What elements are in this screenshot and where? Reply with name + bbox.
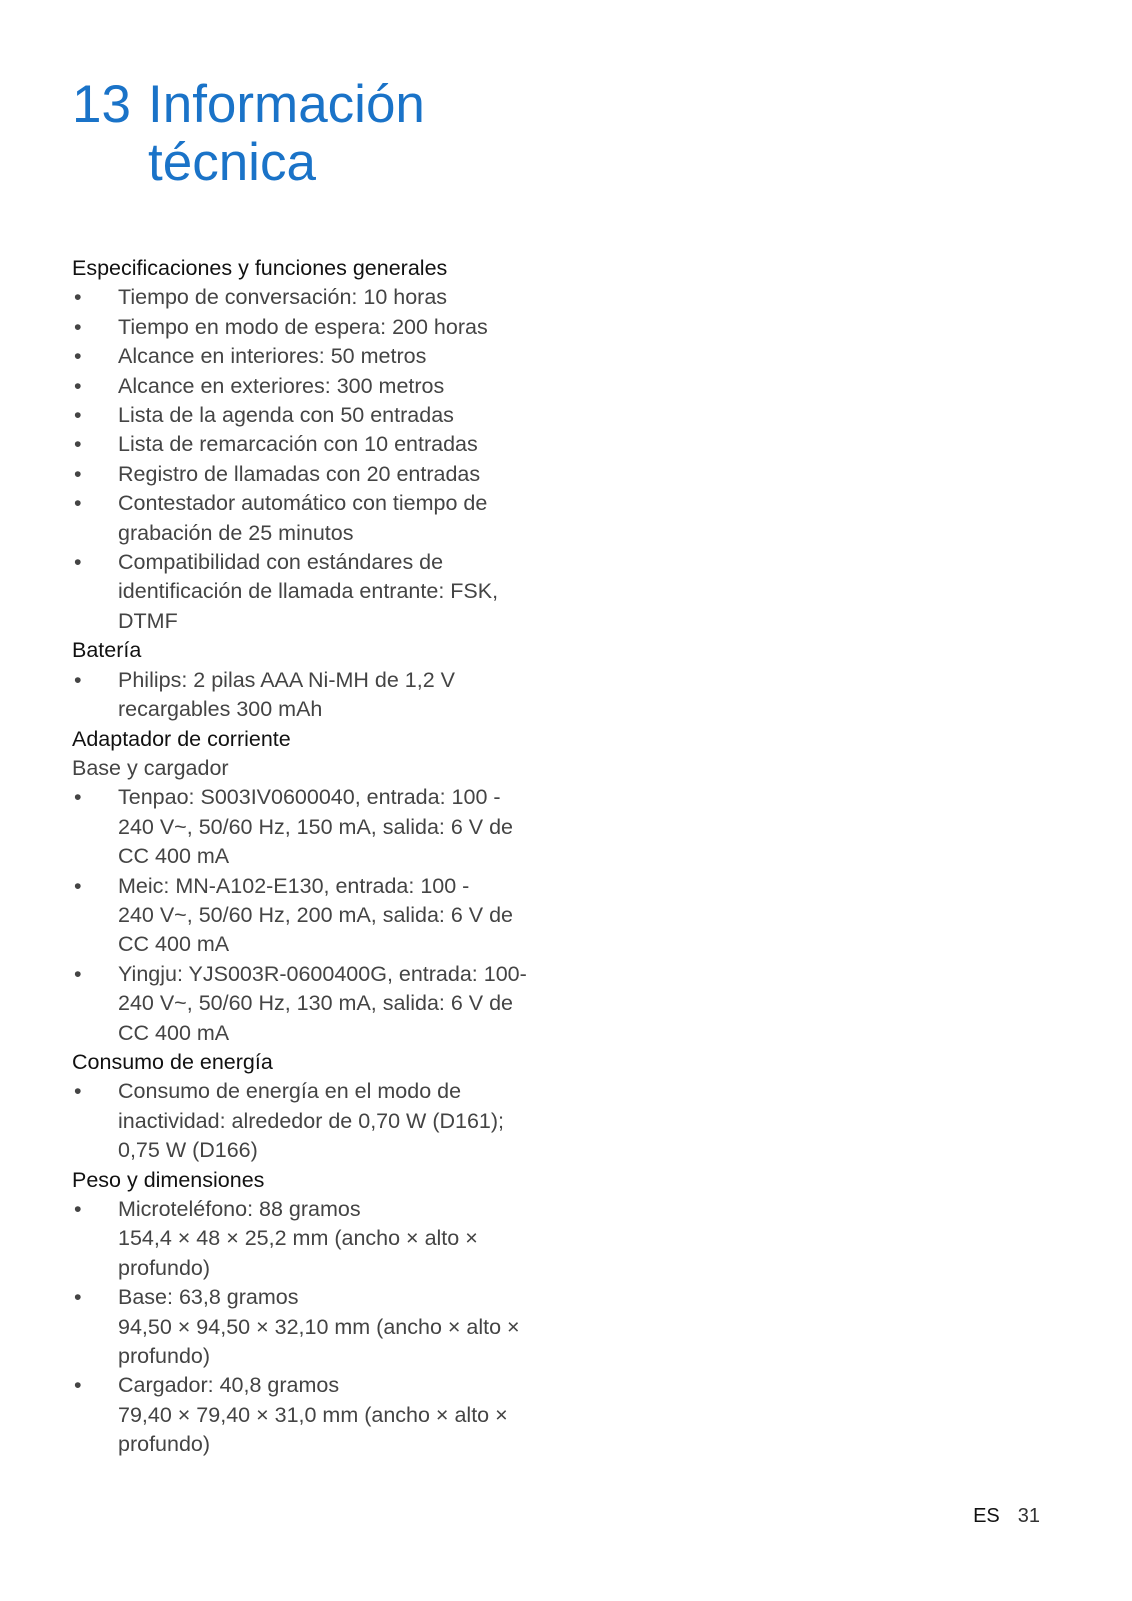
section-heading-weight: Peso y dimensiones: [72, 1167, 265, 1192]
bullet-icon: •: [74, 1373, 82, 1398]
list-item: [72, 960, 542, 1048]
list-item-text: profundo): [118, 1432, 211, 1457]
bullet-icon: •: [74, 1079, 82, 1104]
specs-content: [72, 254, 542, 1460]
list-item: [72, 783, 542, 871]
list-item-text: Lista de la agenda con 50 entradas: [118, 403, 454, 428]
list-item-text: identificación de llamada entrante: FSK,: [118, 579, 499, 604]
battery-spec-list: [72, 666, 542, 725]
section-heading-battery: Batería: [72, 638, 142, 663]
bullet-icon: •: [74, 785, 82, 810]
list-item-text: DTMF: [118, 608, 178, 633]
list-item: [72, 401, 542, 430]
list-item-text: recargables 300 mAh: [118, 697, 323, 722]
bullet-icon: •: [74, 432, 82, 457]
list-item-text: 154,4 × 48 × 25,2 mm (ancho × alto ×: [118, 1226, 478, 1251]
list-item-text: inactividad: alrededor de 0,70 W (D161);: [118, 1108, 505, 1133]
bullet-icon: •: [74, 550, 82, 575]
chapter-number: 13: [72, 75, 131, 134]
chapter-title-line: técnica: [148, 133, 316, 192]
list-item-text: 94,50 × 94,50 × 32,10 mm (ancho × alto ×: [118, 1314, 520, 1339]
adapter-spec-list: [72, 783, 542, 1048]
bullet-icon: •: [74, 373, 82, 398]
list-item-text: Meic: MN-A102-E130, entrada: 100 -: [118, 873, 470, 898]
list-item-text: Tiempo en modo de espera: 200 horas: [118, 314, 488, 339]
chapter-title: [72, 76, 425, 192]
language-code: ES: [973, 1505, 1000, 1527]
list-item: [72, 872, 542, 960]
general-spec-list: [72, 283, 542, 636]
list-item-text: 0,75 W (D166): [118, 1138, 258, 1163]
list-item-text: Yingju: YJS003R-0600400G, entrada: 100-: [118, 961, 527, 986]
section-heading-adapter: Adaptador de corriente: [72, 726, 291, 751]
bullet-icon: •: [74, 961, 82, 986]
list-item-text: Compatibilidad con estándares de: [118, 550, 444, 575]
list-item-text: 79,40 × 79,40 × 31,0 mm (ancho × alto ×: [118, 1402, 508, 1427]
list-item: [72, 1195, 542, 1283]
list-item: [72, 1283, 542, 1371]
list-item: [72, 1371, 542, 1459]
list-item-text: 240 V~, 50/60 Hz, 150 mA, salida: 6 V de: [118, 814, 514, 839]
list-item-text: Alcance en interiores: 50 metros: [118, 344, 427, 369]
list-item-text: Registro de llamadas con 20 entradas: [118, 461, 481, 486]
list-item-text: 240 V~, 50/60 Hz, 130 mA, salida: 6 V de: [118, 991, 514, 1016]
list-item-text: Lista de remarcación con 10 entradas: [118, 432, 478, 457]
list-item-text: CC 400 mA: [118, 1020, 230, 1045]
list-item: [72, 460, 542, 489]
list-item: [72, 342, 542, 371]
bullet-icon: •: [74, 873, 82, 898]
list-item-text: 240 V~, 50/60 Hz, 200 mA, salida: 6 V de: [118, 902, 514, 927]
bullet-icon: •: [74, 403, 82, 428]
list-item-text: profundo): [118, 1255, 211, 1280]
bullet-icon: •: [74, 667, 82, 692]
list-item-text: profundo): [118, 1344, 211, 1369]
section-heading-general: Especificaciones y funciones generales: [72, 256, 448, 280]
bullet-icon: •: [74, 491, 82, 516]
page-number: 31: [1017, 1505, 1040, 1527]
page-footer: [973, 1505, 1040, 1528]
list-item-text: Contestador automático con tiempo de: [118, 491, 488, 516]
list-item: [72, 1077, 542, 1165]
list-item-text: CC 400 mA: [118, 844, 230, 869]
bullet-icon: •: [74, 1285, 82, 1310]
list-item: [72, 283, 542, 312]
chapter-title-line: Información: [148, 75, 425, 134]
list-item: [72, 313, 542, 342]
list-item: [72, 548, 542, 636]
bullet-icon: •: [74, 314, 82, 339]
bullet-icon: •: [74, 1197, 82, 1221]
list-item-text: Microteléfono: 88 gramos: [118, 1197, 361, 1221]
section-heading-power: Consumo de energía: [72, 1049, 273, 1074]
weight-spec-list: [72, 1195, 542, 1460]
list-item-text: Cargador: 40,8 gramos: [118, 1373, 340, 1398]
list-item: [72, 666, 542, 725]
bullet-icon: •: [74, 285, 82, 310]
adapter-subheading: Base y cargador: [72, 755, 229, 780]
list-item-text: Tiempo de conversación: 10 horas: [118, 285, 448, 310]
list-item-text: CC 400 mA: [118, 932, 230, 957]
power-spec-list: [72, 1077, 542, 1165]
list-item: [72, 489, 542, 548]
list-item-text: grabación de 25 minutos: [118, 520, 354, 545]
list-item: [72, 430, 542, 459]
list-item-text: Consumo de energía en el modo de: [118, 1079, 462, 1104]
bullet-icon: •: [74, 461, 82, 486]
bullet-icon: •: [74, 344, 82, 369]
list-item-text: Philips: 2 pilas AAA Ni-MH de 1,2 V: [118, 667, 455, 692]
list-item: [72, 372, 542, 401]
chapter-title-text: [148, 76, 425, 192]
list-item-text: Tenpao: S003IV0600040, entrada: 100 -: [118, 785, 501, 810]
list-item-text: Base: 63,8 gramos: [118, 1285, 299, 1310]
list-item-text: Alcance en exteriores: 300 metros: [118, 373, 445, 398]
